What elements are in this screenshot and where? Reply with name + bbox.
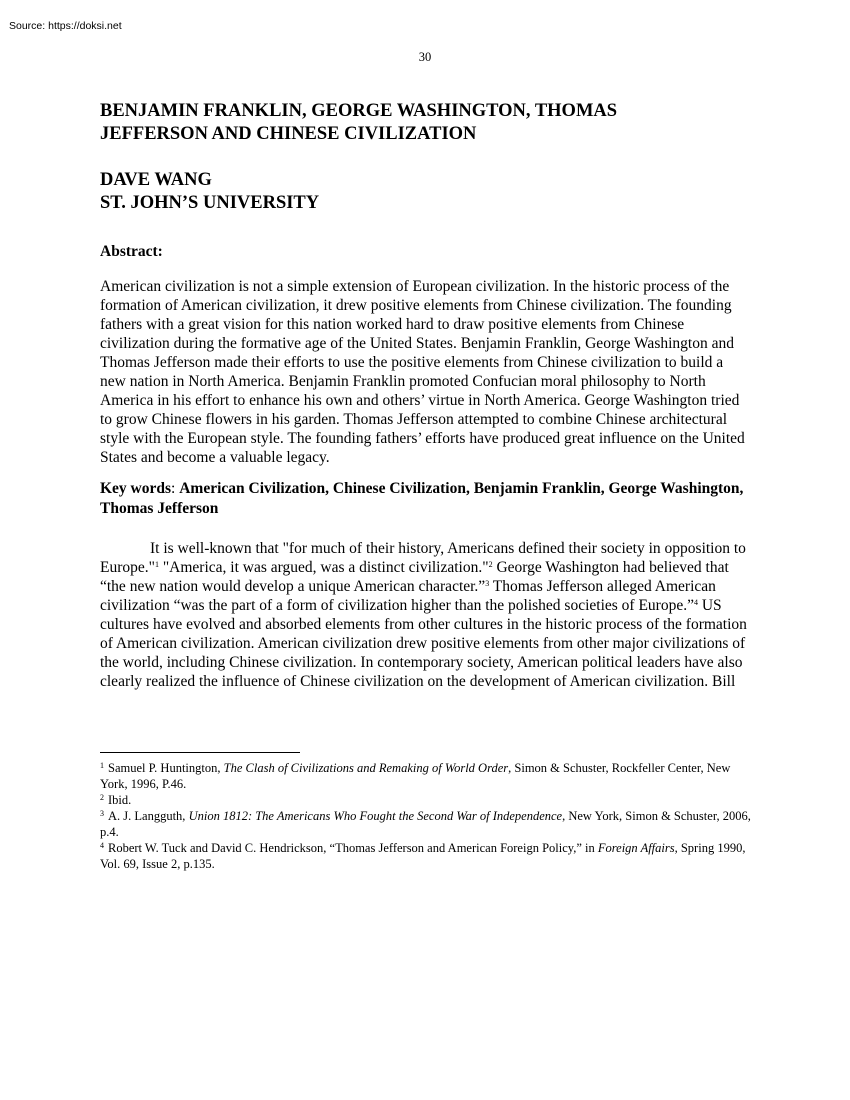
- abstract-text: American civilization is not a simple extension of European civilization. In the historic process of the formation of American civilization, it drew positive elements from Chinese civilization. The founding fathers with a great vision for this nation worked hard to draw positive elements from Chinese civilization during the formative age of the United States. Benjamin Franklin, George Washington and Thomas Jefferson made their efforts to use the positive elements from Chinese civilization to build a new nation in North America. Benjamin Franklin promoted Confucian moral philosophy to North America in his effort to enhance his own and others’ virtue in North America. George Washington tried to grow Chinese flowers in his garden. Thomas Jefferson attempted to combine Chinese architectural style with the European style. The founding fathers’ efforts have produced great influence on the United States and become a valuable legacy.: [100, 278, 745, 466]
- body-sentence-5: US cultures have evolved and absorbed elements from other cultures in the historic process of the formation of American civilization. American civilization drew positive elements from other major civilizations of the world, including Chinese civilization. In contemporary society, American political leaders have also clearly realized the influence of Chinese civilization on the development of American civilization. Bill: [100, 597, 747, 690]
- page-number: 30: [418, 50, 432, 64]
- footnote-ref-4[interactable]: 4: [693, 598, 698, 607]
- footnote-text: , New York, Simon & Schuster, 2006, p.4.: [100, 809, 751, 839]
- title-line-2: JEFFERSON AND CHINESE CIVILIZATION: [100, 124, 477, 144]
- footnote-title: Foreign Affairs: [597, 841, 675, 855]
- author-block: [100, 169, 752, 215]
- paper-title: [100, 100, 752, 146]
- footnote-2: [100, 792, 755, 808]
- footnote-1: [100, 760, 755, 792]
- body-sentence-4: Thomas Jefferson alleged American civilization “was the part of a form of civilization higher than the polished societies of Europe.”: [100, 578, 716, 614]
- footnote-title: Union 1812: The Americans Who Fought the Second War of Independence: [188, 809, 563, 823]
- body-sentence-1: It is well-known that "for much of their history, Americans defined their society in opposition to Europe.": [100, 540, 746, 576]
- keywords-text: American Civilization, Chinese Civilization, Benjamin Franklin, George Washington, Thomas Jefferson: [100, 480, 744, 517]
- title-line-1: BENJAMIN FRANKLIN, GEORGE WASHINGTON, THOMAS: [100, 101, 618, 121]
- footnote-4: [100, 840, 755, 872]
- footnote-ref-2[interactable]: 2: [488, 560, 493, 569]
- footnote-title: The Clash of Civilizations and Remaking of World Order: [223, 761, 509, 775]
- footnote-text: , Simon & Schuster, Rockfeller Center, New York, 1996, P.46.: [100, 761, 731, 791]
- footnote-divider: [100, 752, 300, 753]
- body-sentence-3: George Washington had believed that “the new nation would develop a unique American character.”: [100, 559, 729, 595]
- body-paragraph: [100, 539, 752, 691]
- keywords-separator: :: [171, 480, 180, 497]
- footnote-number: 3: [100, 809, 104, 818]
- footnote-text: , Spring 1990, Vol. 69, Issue 2, p.135.: [100, 841, 746, 871]
- author-affiliation: ST. JOHN’S UNIVERSITY: [100, 193, 320, 213]
- author-name: DAVE WANG: [100, 170, 212, 190]
- body-sentence-2: "America, it was argued, was a distinct civilization.": [158, 559, 489, 576]
- footnote-text: Ibid.: [108, 793, 132, 807]
- footnote-text: A. J. Langguth,: [108, 809, 189, 823]
- keywords-label: Key words: [100, 480, 172, 497]
- footnote-ref-1[interactable]: 1: [154, 560, 159, 569]
- keywords: [100, 479, 752, 518]
- footnote-text: Samuel P. Huntington,: [108, 761, 224, 775]
- abstract-heading: Abstract:: [100, 243, 163, 260]
- footnote-number: 2: [100, 793, 104, 802]
- source-label: Source: https://doksi.net: [9, 20, 122, 32]
- footnote-number: 4: [100, 841, 104, 850]
- footnote-ref-3[interactable]: 3: [485, 579, 490, 588]
- paper-content: [100, 100, 752, 691]
- footnote-3: [100, 808, 755, 840]
- footnote-text: Robert W. Tuck and David C. Hendrickson, “Thomas Jefferson and American Foreign Policy,” in: [108, 841, 598, 855]
- footnotes: [100, 760, 755, 872]
- footnote-number: 1: [100, 761, 104, 770]
